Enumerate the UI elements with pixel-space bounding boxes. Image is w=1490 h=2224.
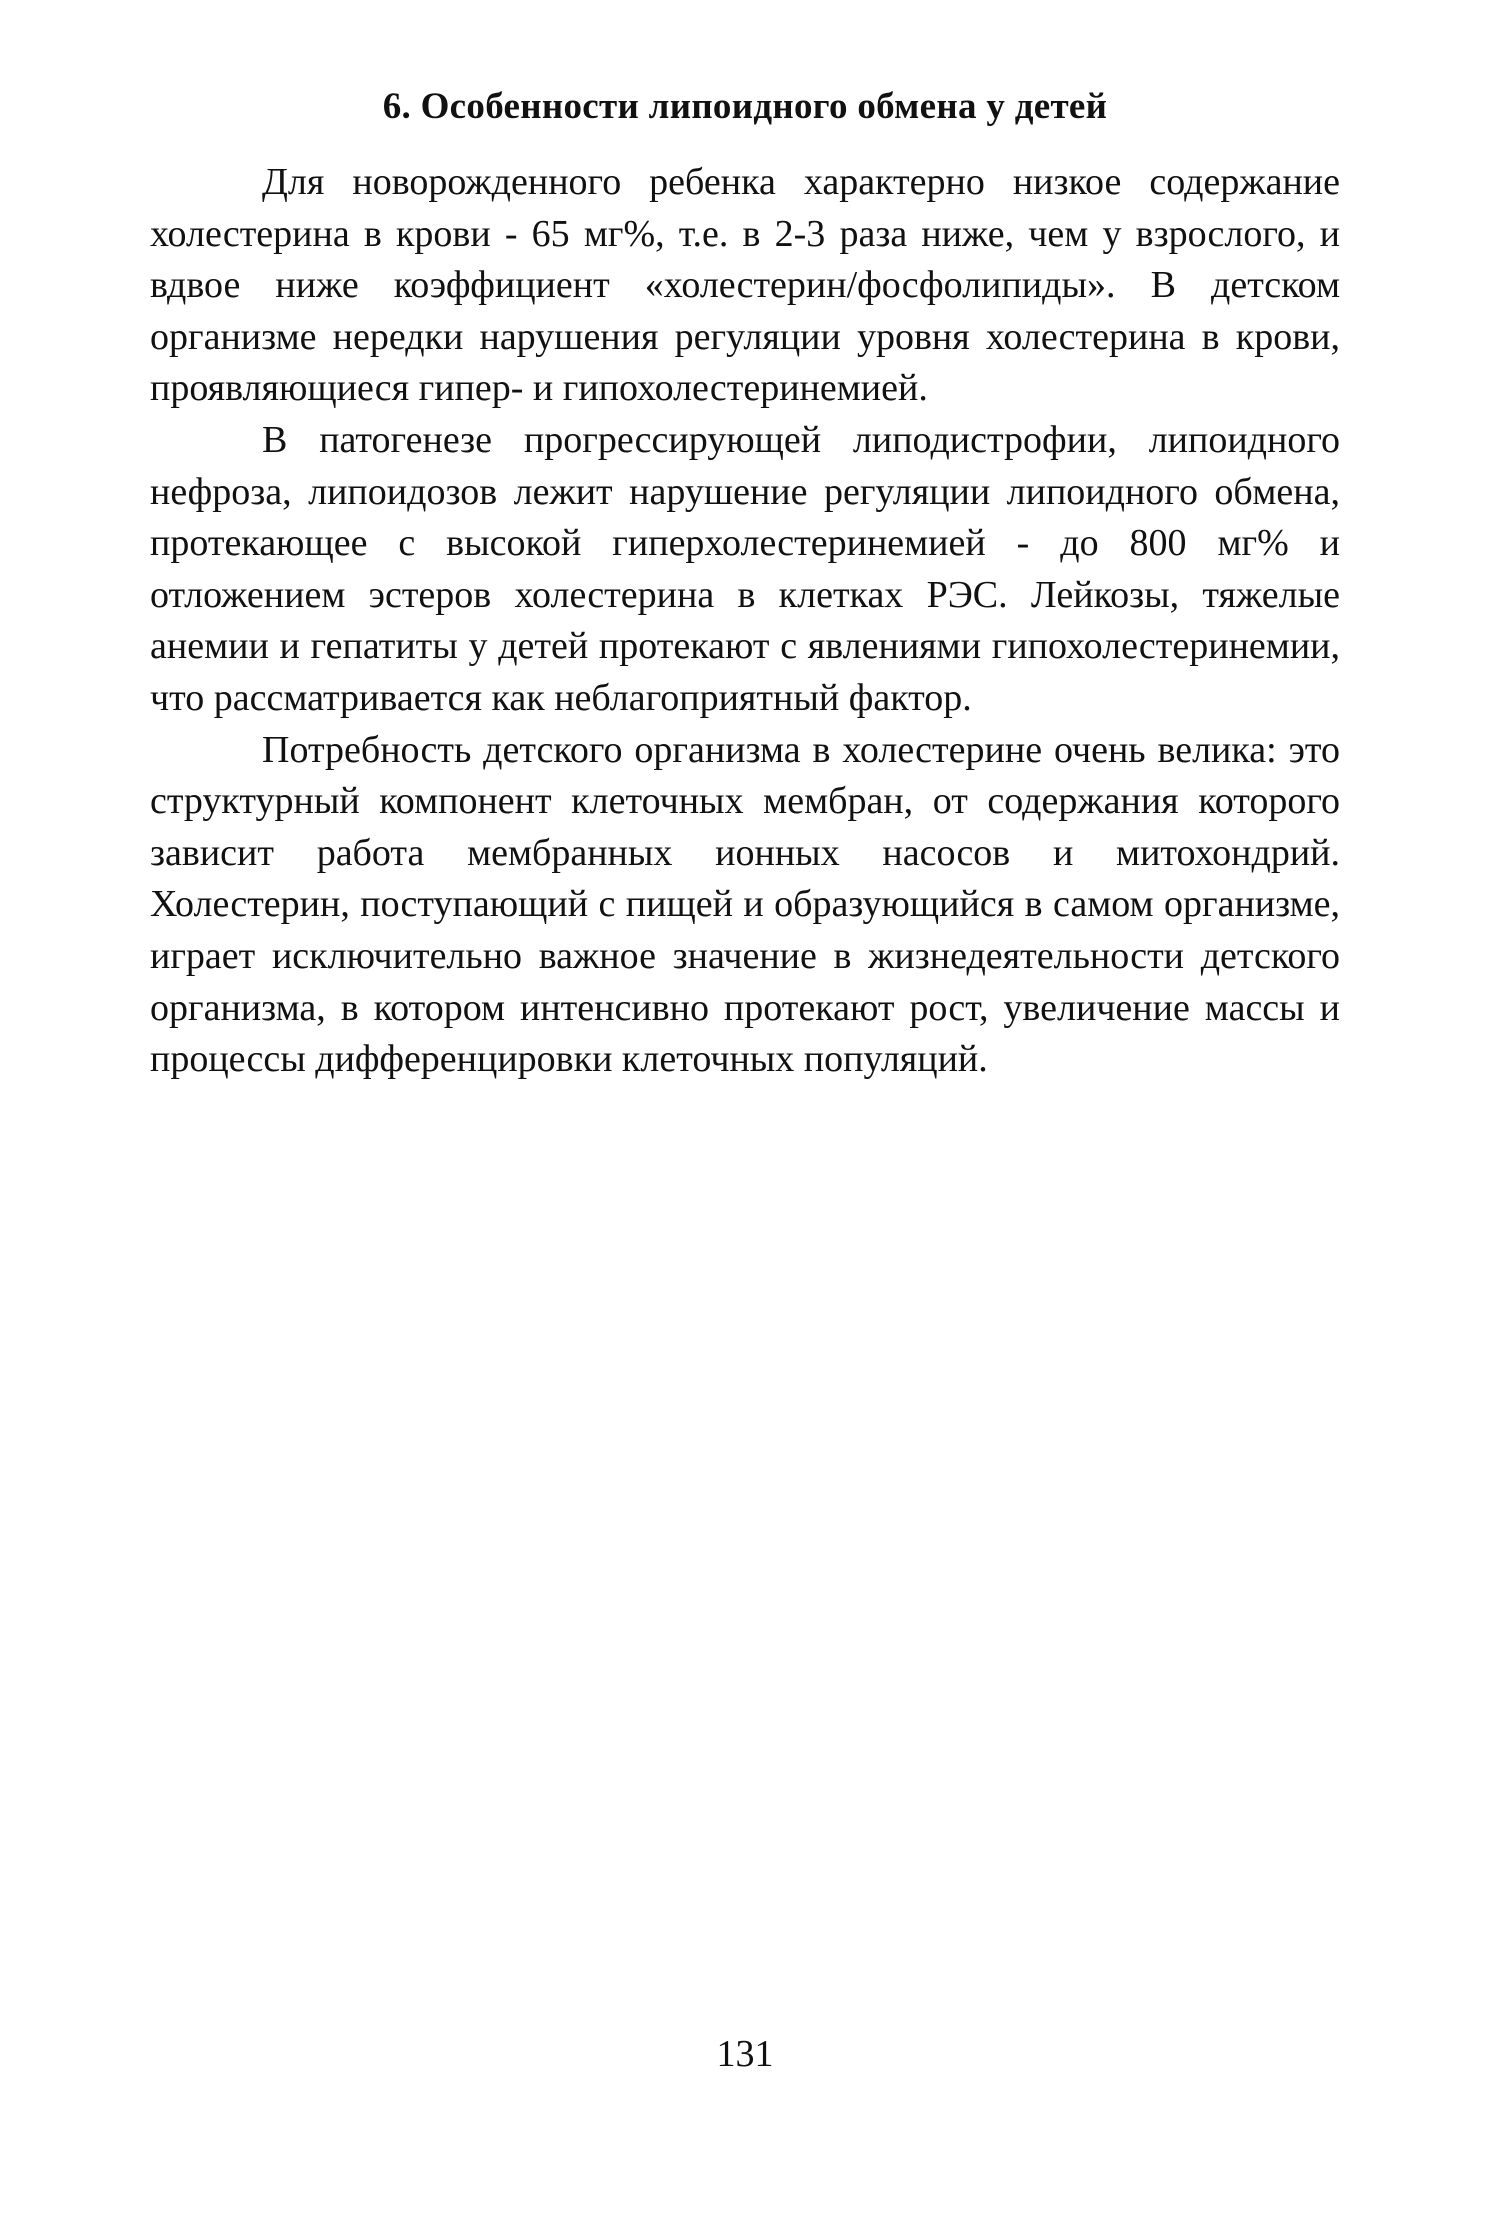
body-text xyxy=(150,157,1340,1086)
page-number: 131 xyxy=(716,2033,774,2075)
section-heading: 6. Особенности липоидного обмена у детей xyxy=(382,85,1108,127)
paragraph-cholesterol-need: Потребность детского организма в холестерине очень велика: это структурный компонент клеточных мембран, от содержания которого зависит работа мембранных ионных насосов и митохондрий. Холестерин, поступающий с пищей и образующийся в самом организме, играет исключительно важное значение в жизнедеятельности детского организма, в котором интенсивно протекают рост, увеличение массы и процессы дифференцировки клеточных популяций. xyxy=(150,728,1340,1081)
paragraph-newborn-cholesterol: Для новорожденного ребенка характерно низкое содержание холестерина в крови - 65 мг%, т.е. в 2-3 раза ниже, чем у взрослого, и вдвое ниже коэффициент «холестерин/фосфолипиды». В детском организме нередки нарушения регуляции уровня холестерина в крови, проявляющиеся гипер- и гипохолестеринемией. xyxy=(150,161,1340,410)
paragraph-pathogenesis: В патогенезе прогрессирующей липодистрофии, липоидного нефроза, липоидозов лежит нарушение регуляции липоидного обмена, протекающее с высокой гиперхолестеринемией - до 800 мг% и отложением эстеров холестерина в клетках РЭС. Лейкозы, тяжелые анемии и гепатиты у детей протекают с явлениями гипохолестеринемии, что рассматривается как неблагоприятный фактор. xyxy=(150,418,1340,719)
